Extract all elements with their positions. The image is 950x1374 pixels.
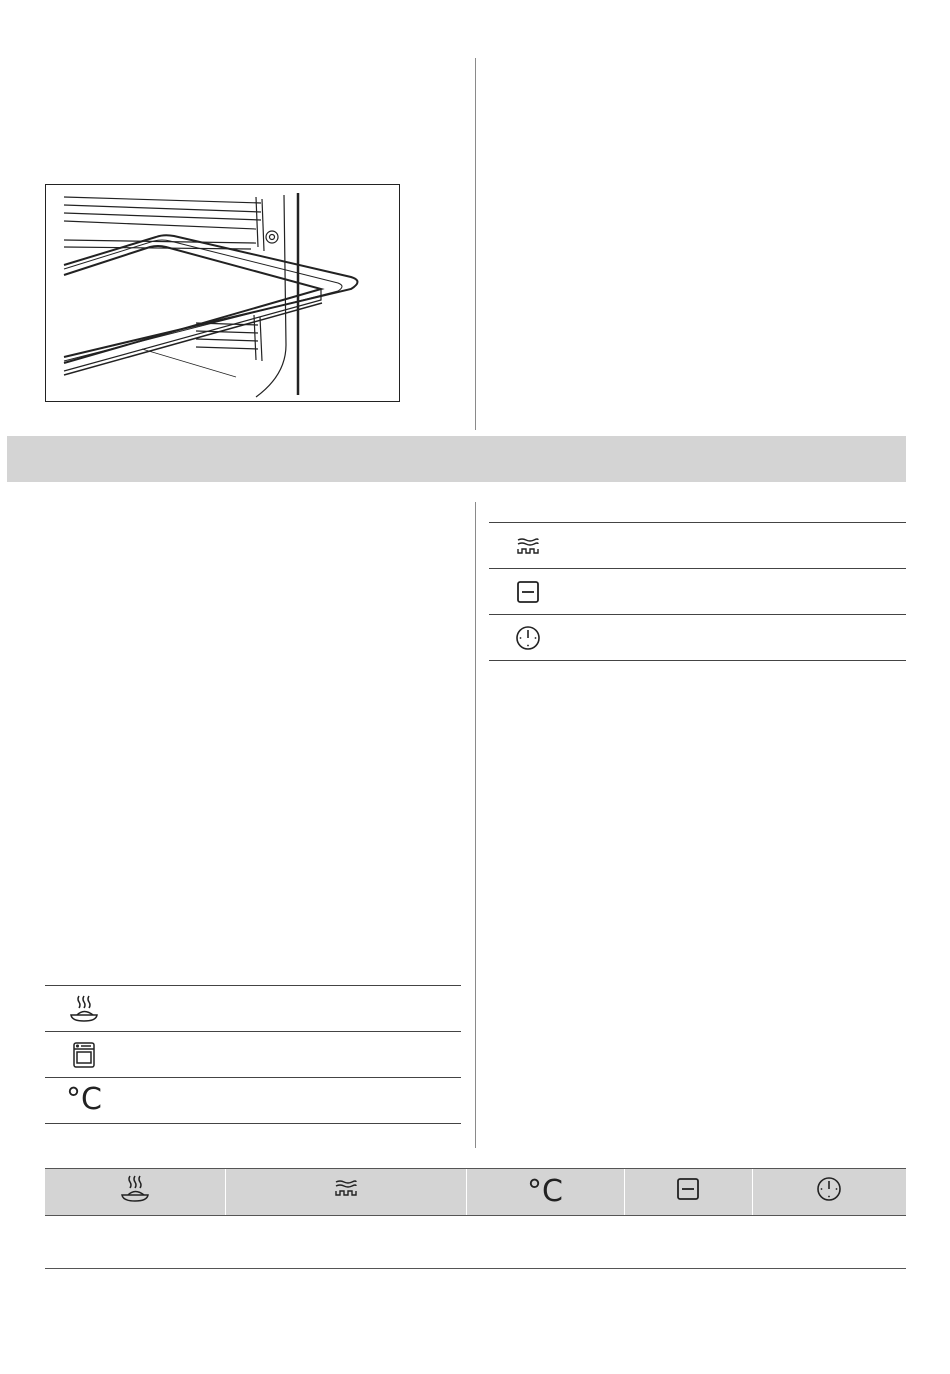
left-legend-rule bbox=[45, 1123, 461, 1124]
left-legend-row bbox=[66, 1080, 461, 1120]
oven-icon bbox=[66, 1037, 102, 1073]
right-legend-row bbox=[510, 527, 905, 567]
right-legend-rule bbox=[489, 568, 906, 569]
right-legend-row bbox=[510, 618, 905, 658]
header-cell bbox=[624, 1168, 752, 1215]
minus-key-icon bbox=[510, 574, 546, 610]
clock-icon bbox=[815, 1175, 843, 1208]
right-legend-rule bbox=[489, 660, 906, 661]
left-legend-row bbox=[66, 1035, 461, 1075]
right-legend-rule bbox=[489, 614, 906, 615]
left-legend-row bbox=[66, 989, 461, 1029]
minus-key-icon bbox=[675, 1176, 701, 1207]
header-cell bbox=[225, 1168, 466, 1215]
column-divider-top bbox=[475, 58, 476, 430]
left-legend-rule bbox=[45, 1077, 461, 1078]
header-cell bbox=[752, 1168, 906, 1215]
heating-function-icon bbox=[66, 991, 102, 1027]
bottom-table-row bbox=[45, 1216, 906, 1268]
oven-tray-drawing bbox=[46, 185, 400, 402]
header-cell bbox=[466, 1168, 624, 1215]
heating-element-icon bbox=[332, 1177, 360, 1206]
section-heading-band bbox=[7, 436, 906, 482]
celsius-icon: °C bbox=[66, 1082, 102, 1117]
clock-icon bbox=[510, 620, 546, 656]
column-divider-bottom bbox=[475, 502, 476, 1148]
right-legend-rule bbox=[489, 522, 906, 523]
bottom-table-top-rule bbox=[45, 1168, 906, 1169]
oven-tray-illustration bbox=[45, 184, 400, 402]
bottom-table-bottom-rule bbox=[45, 1268, 906, 1269]
left-legend-rule bbox=[45, 1031, 461, 1032]
heating-element-icon bbox=[510, 529, 546, 565]
left-legend-rule bbox=[45, 985, 461, 986]
right-legend-row bbox=[510, 572, 905, 612]
heating-function-icon bbox=[118, 1173, 152, 1210]
header-cell bbox=[45, 1168, 225, 1215]
celsius-icon: °C bbox=[527, 1173, 563, 1209]
bottom-table-header bbox=[45, 1168, 906, 1215]
